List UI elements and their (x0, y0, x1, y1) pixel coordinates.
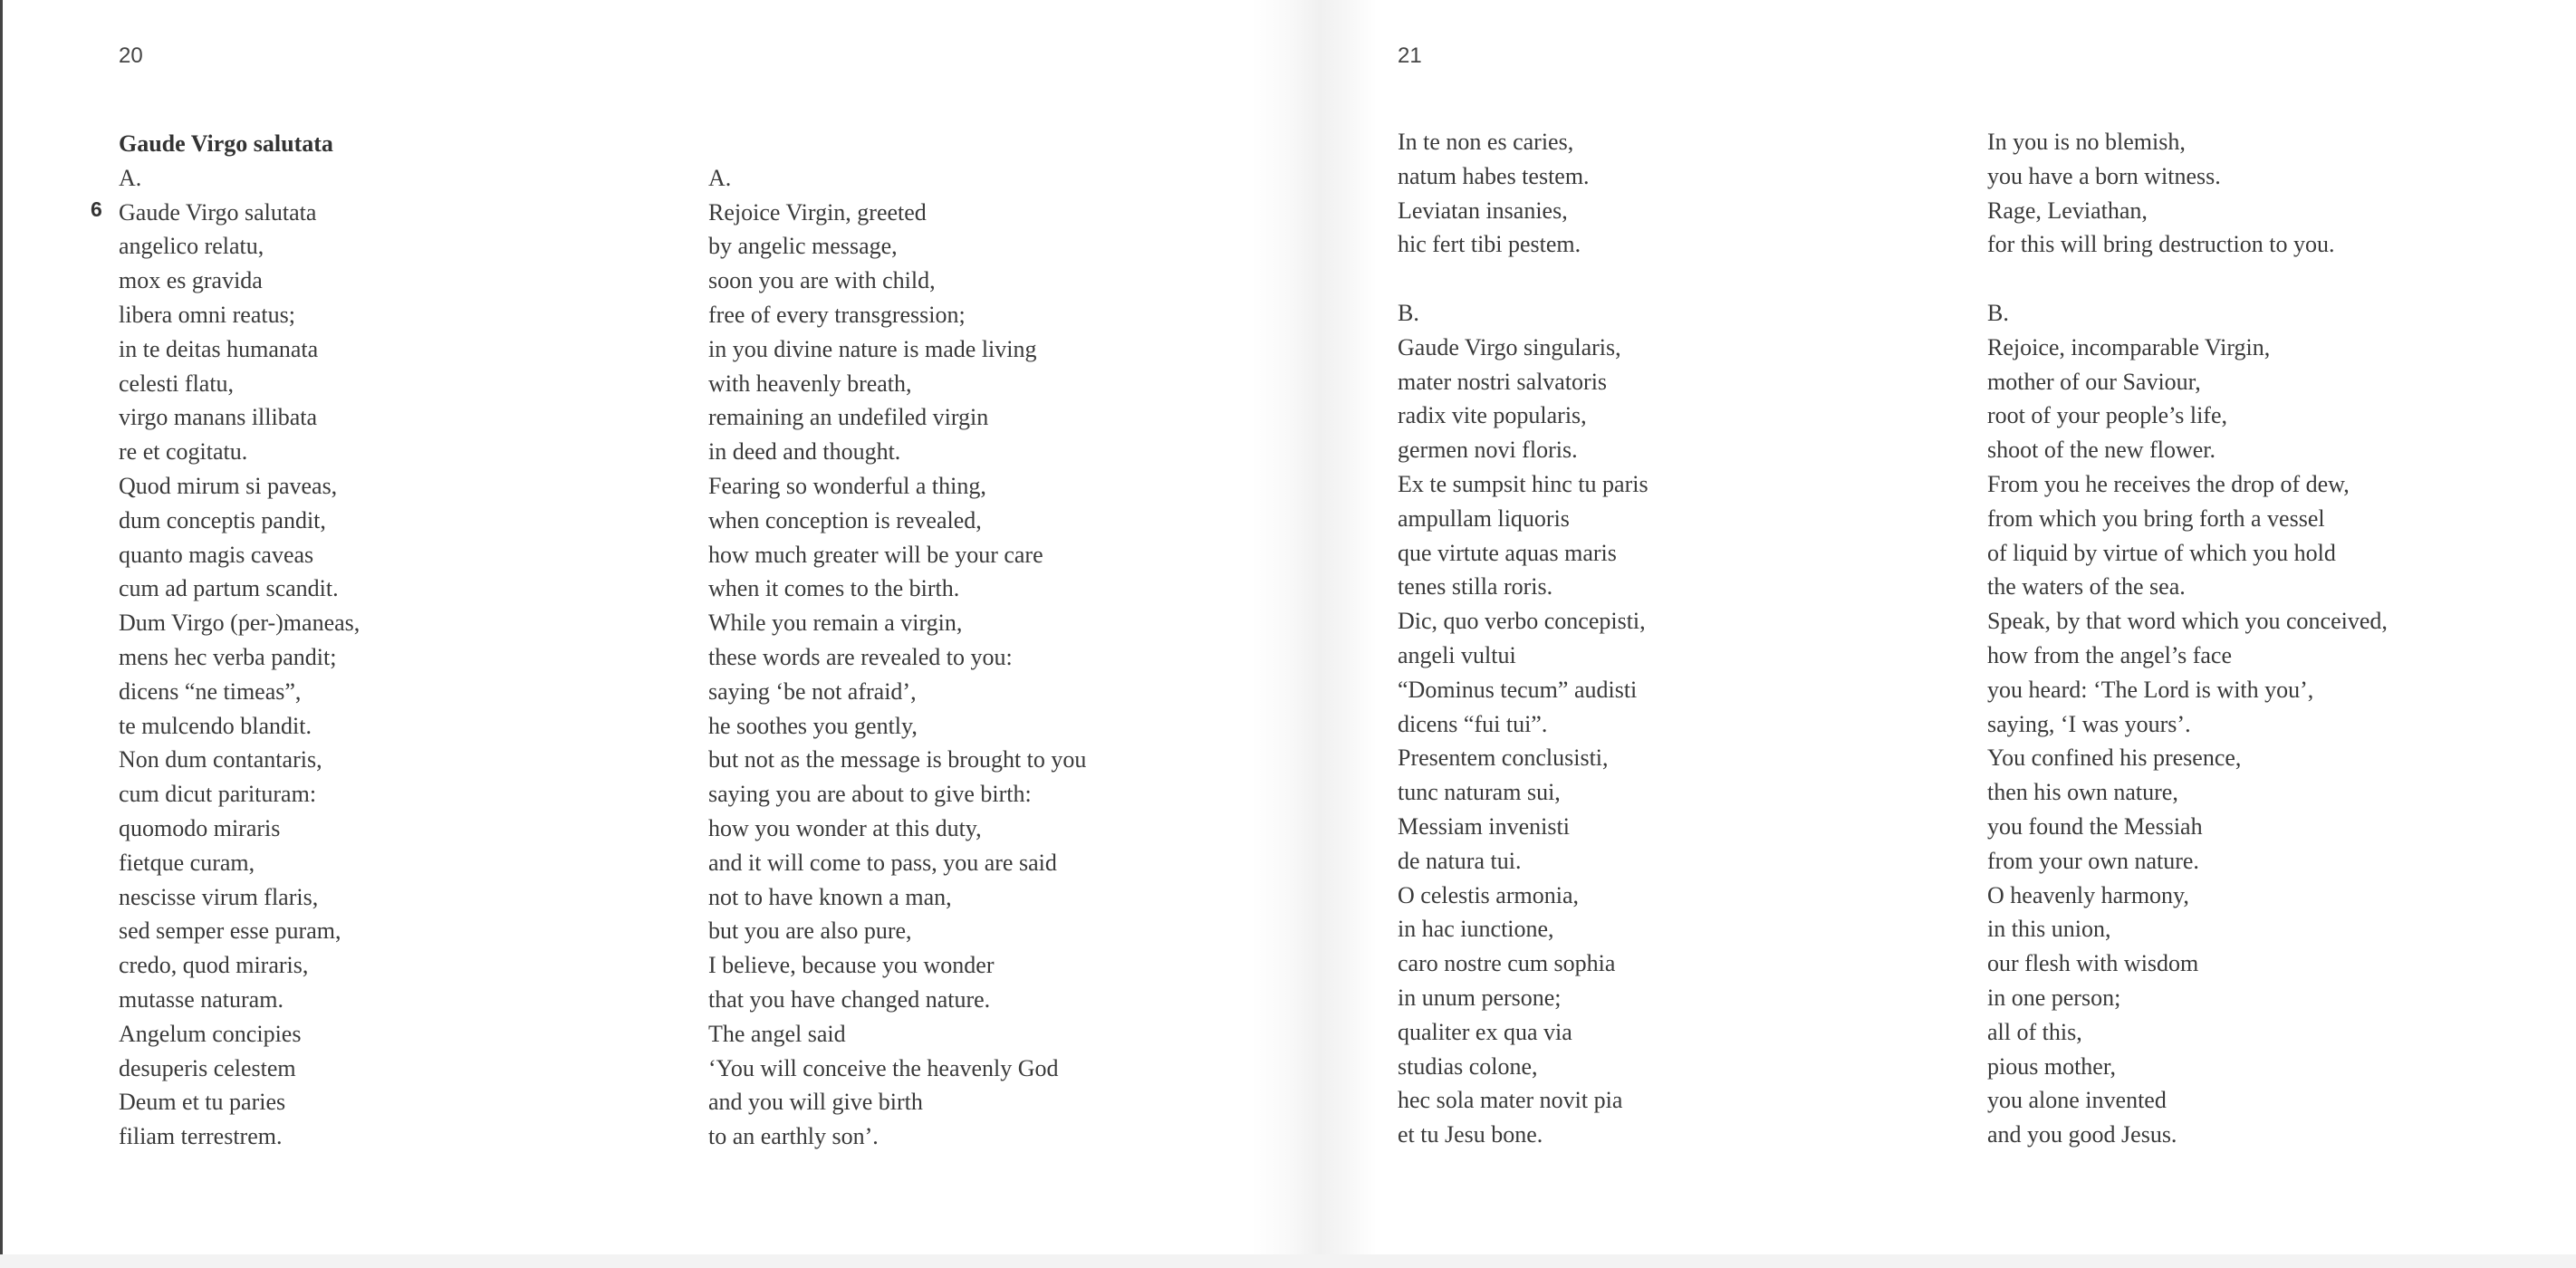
english-line: free of every transgression; (708, 301, 966, 328)
latin-line: hic fert tibi pestem. (1398, 231, 1581, 258)
latin-line: te mulcendo blandit. (119, 712, 312, 739)
latin-line: in unum persone; (1398, 984, 1562, 1011)
english-line: all of this, (1987, 1018, 2082, 1045)
english-line: you found the Messiah (1987, 812, 2203, 840)
english-line: O heavenly harmony, (1987, 881, 2189, 908)
english-line: shoot of the new flower. (1987, 437, 2216, 464)
latin-line: Non dum contantaris, (119, 746, 322, 773)
book-gutter-shadow (1250, 0, 1377, 1254)
latin-line: libera omni reatus; (119, 301, 295, 328)
latin-line: quanto magis caveas (119, 541, 314, 568)
latin-line: Dum Virgo (per-)maneas, (119, 610, 360, 637)
left-page-number: 20 (119, 43, 143, 68)
english-line: Fearing so wonderful a thing, (708, 472, 986, 499)
latin-line: angelico relatu, (119, 233, 264, 260)
english-line: but you are also pure, (708, 917, 912, 945)
english-line: Rejoice, incomparable Virgin, (1987, 333, 2271, 360)
latin-line: fietque curam, (119, 849, 255, 876)
latin-line: Quod mirum si paveas, (119, 472, 338, 499)
english-line: how much greater will be your care (708, 541, 1043, 568)
track-number: 6 (91, 197, 102, 221)
latin-line: mox es gravida (119, 267, 263, 294)
latin-line: Dic, quo verbo concepisti, (1398, 608, 1646, 635)
english-line: our flesh with wisdom (1987, 950, 2199, 977)
english-line: of liquid by virtue of which you hold (1987, 539, 2336, 566)
english-line: mother of our Saviour, (1987, 368, 2201, 395)
english-line (1987, 262, 2388, 296)
english-line: In you is no blemish, (1987, 129, 2186, 155)
right-english-lines (1987, 125, 2388, 1152)
left-latin-column (119, 127, 360, 1154)
latin-line: cum dicut parituram: (119, 781, 317, 808)
english-line: Rejoice Virgin, greeted (708, 198, 927, 226)
poem-title: Gaude Virgo salutata (119, 130, 333, 157)
english-line: and you good Jesus. (1987, 1121, 2177, 1148)
english-line: saying, ‘I was yours’. (1987, 710, 2191, 737)
english-line: remaining an undefiled virgin (708, 404, 989, 431)
latin-line: qualiter ex qua via (1398, 1018, 1572, 1045)
english-line: the waters of the sea. (1987, 573, 2186, 600)
latin-line (1398, 262, 1648, 296)
english-line: From you he receives the drop of dew, (1987, 470, 2350, 497)
english-line: and it will come to pass, you are said (708, 849, 1057, 876)
english-line: The angel said (708, 1020, 846, 1047)
english-line: then his own nature, (1987, 779, 2178, 806)
english-line: with heavenly breath, (708, 370, 912, 397)
right-page-number: 21 (1398, 43, 1422, 68)
latin-line: Messiam invenisti (1398, 812, 1570, 840)
left-english-lines (708, 161, 1086, 1154)
latin-line: filiam terrestrem. (119, 1123, 283, 1150)
english-line: root of your people’s life, (1987, 402, 2227, 429)
latin-line: Leviatan insanies, (1398, 197, 1568, 224)
latin-line: B. (1398, 299, 1419, 326)
english-line: from which you bring forth a vessel (1987, 504, 2325, 532)
english-line: when it comes to the birth. (708, 575, 960, 602)
booklet-left-edge (0, 0, 3, 1254)
latin-line: Deum et tu paries (119, 1089, 286, 1116)
latin-line: in te deitas humanata (119, 335, 319, 362)
latin-line: mater nostri salvatoris (1398, 368, 1608, 395)
english-line: to an earthly son’. (708, 1123, 879, 1150)
latin-line: Ex te sumpsit hinc tu paris (1398, 470, 1648, 497)
latin-line: Gaude Virgo salutata (119, 198, 317, 226)
latin-line: in hac iunctione, (1398, 916, 1554, 943)
english-line: saying you are about to give birth: (708, 781, 1032, 808)
english-line: in this union, (1987, 916, 2111, 943)
left-english-column (708, 161, 1086, 1154)
english-line: A. (708, 164, 732, 191)
latin-line: hec sola mater novit pia (1398, 1087, 1623, 1114)
latin-line: dum conceptis pandit, (119, 506, 326, 533)
right-latin-lines (1398, 125, 1648, 1152)
latin-line: sed semper esse puram, (119, 917, 341, 945)
latin-line: celesti flatu, (119, 370, 235, 397)
english-line: in deed and thought. (708, 438, 901, 466)
latin-line: et tu Jesu bone. (1398, 1121, 1543, 1148)
english-line: not to have known a man, (708, 883, 952, 910)
english-line: these words are revealed to you: (708, 643, 1013, 670)
latin-line: tunc naturam sui, (1398, 779, 1561, 806)
latin-line: quomodo miraris (119, 814, 281, 841)
english-line: by angelic message, (708, 233, 898, 260)
latin-line: angeli vultui (1398, 641, 1516, 668)
english-line: when conception is revealed, (708, 506, 982, 533)
latin-line: Angelum concipies (119, 1020, 302, 1047)
english-line: you alone invented (1987, 1087, 2167, 1114)
english-line: how from the angel’s face (1987, 641, 2233, 668)
latin-line: credo, quod miraris, (119, 952, 309, 979)
english-line: in you divine nature is made living (708, 335, 1037, 362)
english-line: for this will bring destruction to you. (1987, 231, 2335, 258)
english-line: B. (1987, 299, 2009, 326)
english-line: that you have changed nature. (708, 985, 991, 1013)
latin-line: natum habes testem. (1398, 162, 1590, 189)
latin-line: radix vite popularis, (1398, 402, 1587, 429)
english-line: saying ‘be not afraid’, (708, 677, 917, 705)
english-line: ‘You will conceive the heavenly God (708, 1054, 1059, 1081)
right-latin-column (1398, 125, 1648, 1152)
english-line: he soothes you gently, (708, 712, 918, 739)
english-line: and you will give birth (708, 1089, 923, 1116)
english-line: Speak, by that word which you conceived, (1987, 608, 2388, 635)
latin-line: A. (119, 164, 142, 191)
english-line: soon you are with child, (708, 267, 936, 294)
latin-line: desuperis celestem (119, 1054, 296, 1081)
latin-line: caro nostre cum sophia (1398, 950, 1616, 977)
latin-line: virgo manans illibata (119, 404, 318, 431)
latin-line: Gaude Virgo singularis, (1398, 333, 1621, 360)
right-english-column (1987, 125, 2388, 1152)
latin-line: mens hec verba pandit; (119, 643, 337, 670)
english-line: You confined his presence, (1987, 744, 2242, 772)
latin-line: Presentem conclusisti, (1398, 744, 1609, 772)
english-line: from your own nature. (1987, 847, 2199, 874)
english-line: Rage, Leviathan, (1987, 197, 2148, 224)
english-line: While you remain a virgin, (708, 610, 963, 637)
latin-line: In te non es caries, (1398, 129, 1574, 155)
english-line: pious mother, (1987, 1052, 2116, 1080)
english-line: you heard: ‘The Lord is with you’, (1987, 676, 2314, 703)
latin-line: dicens “fui tui”. (1398, 710, 1548, 737)
latin-line: tenes stilla roris. (1398, 573, 1553, 600)
latin-line: germen novi floris. (1398, 437, 1578, 464)
latin-line: que virtute aquas maris (1398, 539, 1617, 566)
latin-line: dicens “ne timeas”, (119, 677, 302, 705)
latin-line: ampullam liquoris (1398, 504, 1570, 532)
latin-line: “Dominus tecum” audisti (1398, 676, 1638, 703)
english-line: you have a born witness. (1987, 162, 2221, 189)
latin-line: O celestis armonia, (1398, 881, 1579, 908)
left-latin-lines (119, 161, 360, 1154)
latin-line: nescisse virum flaris, (119, 883, 319, 910)
english-line: I believe, because you wonder (708, 952, 995, 979)
latin-line: studias colone, (1398, 1052, 1538, 1080)
english-line: but not as the message is brought to you (708, 746, 1087, 773)
latin-line: cum ad partum scandit. (119, 575, 339, 602)
english-line: in one person; (1987, 984, 2121, 1011)
latin-line: de natura tui. (1398, 847, 1522, 874)
latin-line: mutasse naturam. (119, 985, 284, 1013)
english-line: how you wonder at this duty, (708, 814, 982, 841)
latin-line: re et cogitatu. (119, 438, 248, 466)
